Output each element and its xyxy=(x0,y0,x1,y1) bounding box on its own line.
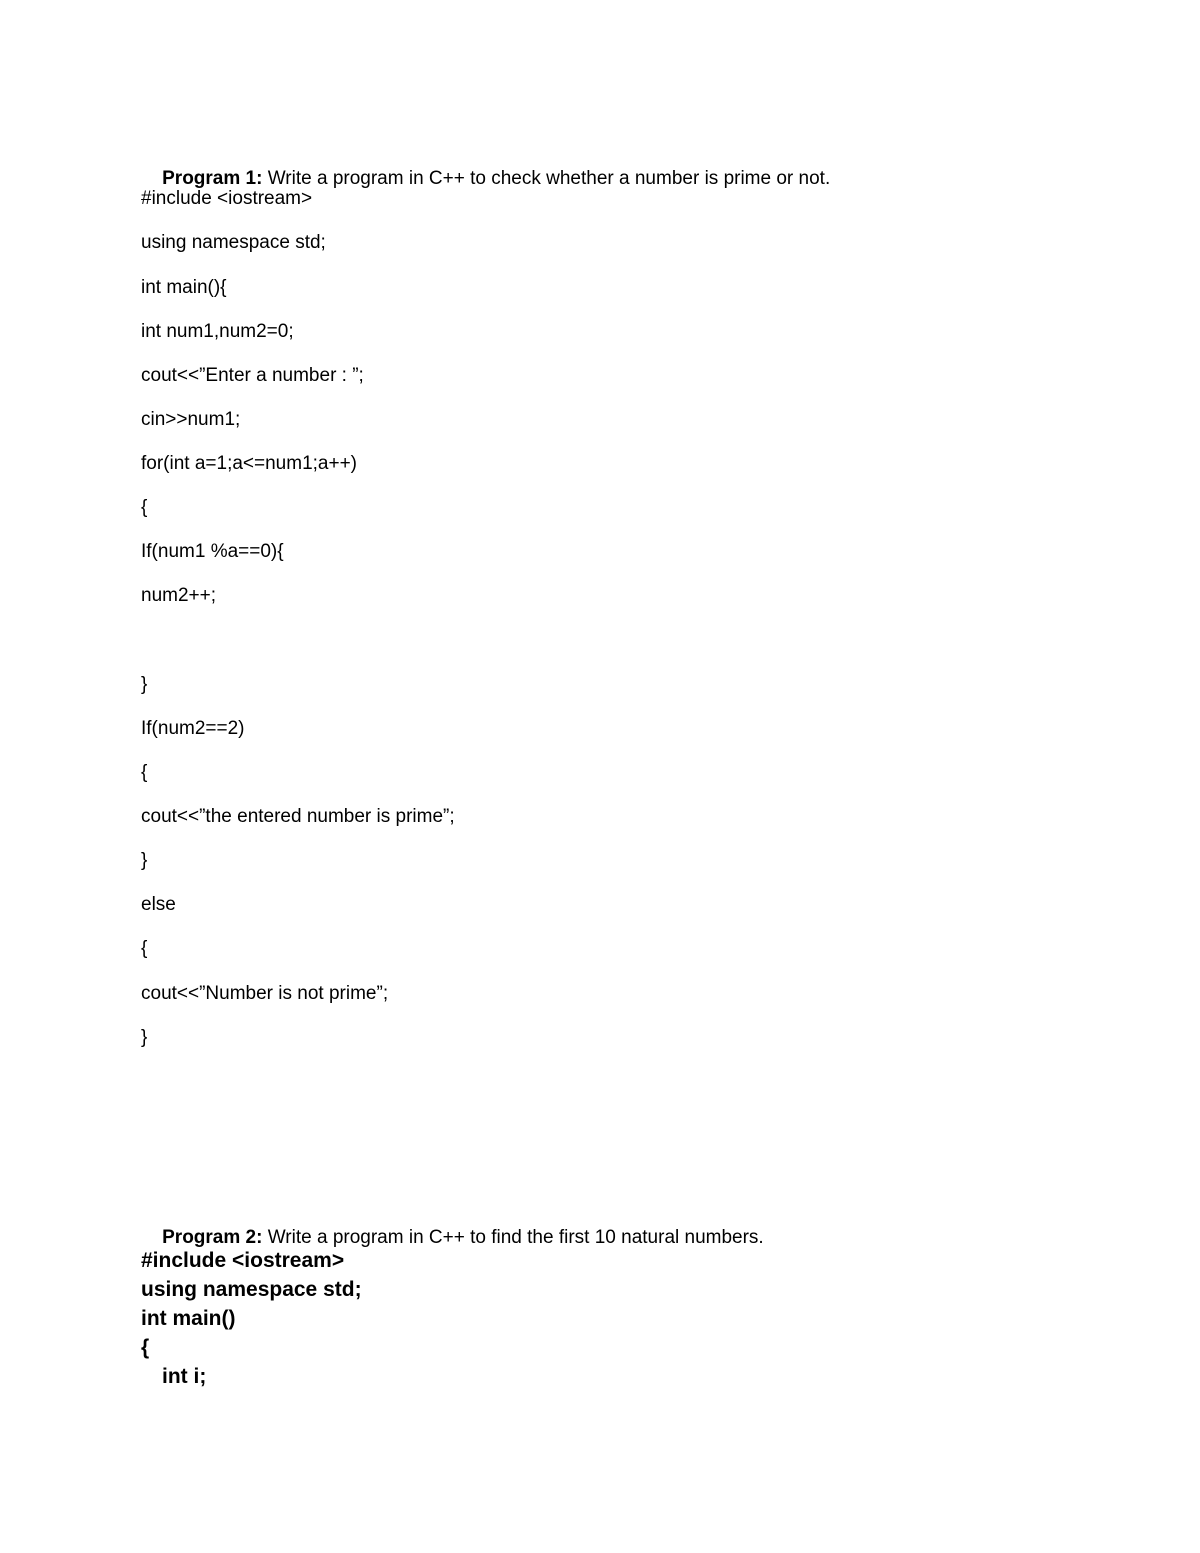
program2-code-line: { xyxy=(141,1336,150,1359)
program1-code-line: } xyxy=(141,1027,148,1048)
program1-code-line: { xyxy=(141,497,148,518)
program1-code-line: If(num2==2) xyxy=(141,718,245,739)
program2-code-line: int main() xyxy=(141,1307,236,1330)
program2-heading-label: Program 2: xyxy=(162,1227,263,1248)
program1-code-line: cout<<”Number is not prime”; xyxy=(141,983,389,1004)
program2-code-line: #include <iostream> xyxy=(141,1249,345,1272)
program1-code-line: #include <iostream> xyxy=(141,188,313,209)
program1-heading-text: Write a program in C++ to check whether a number is prime or not. xyxy=(262,168,831,189)
program1-code-line: int main(){ xyxy=(141,277,227,298)
program1-code-line: { xyxy=(141,762,148,783)
program1-code-line: If(num1 %a==0){ xyxy=(141,541,284,562)
program1-code-line: cout<<”the entered number is prime”; xyxy=(141,806,455,827)
program2-heading-text: Write a program in C++ to find the first 10 natural numbers. xyxy=(262,1227,764,1248)
program1-code-line: cout<<”Enter a number : ”; xyxy=(141,365,364,386)
program1-heading-label: Program 1: xyxy=(162,168,263,189)
program1-code-line: cin>>num1; xyxy=(141,409,241,430)
program1-code-line: } xyxy=(141,674,148,695)
program1-code-line: } xyxy=(141,850,148,871)
program1-code-line: int num1,num2=0; xyxy=(141,321,294,342)
program1-code-line: { xyxy=(141,938,148,959)
program1-code-line: using namespace std; xyxy=(141,232,326,253)
program1-code-line: num2++; xyxy=(141,585,216,606)
program1-code-line: else xyxy=(141,894,176,915)
program2-code-line: using namespace std; xyxy=(141,1278,362,1301)
program2-code-line: int i; xyxy=(162,1365,207,1388)
program1-code-line: for(int a=1;a<=num1;a++) xyxy=(141,453,358,474)
